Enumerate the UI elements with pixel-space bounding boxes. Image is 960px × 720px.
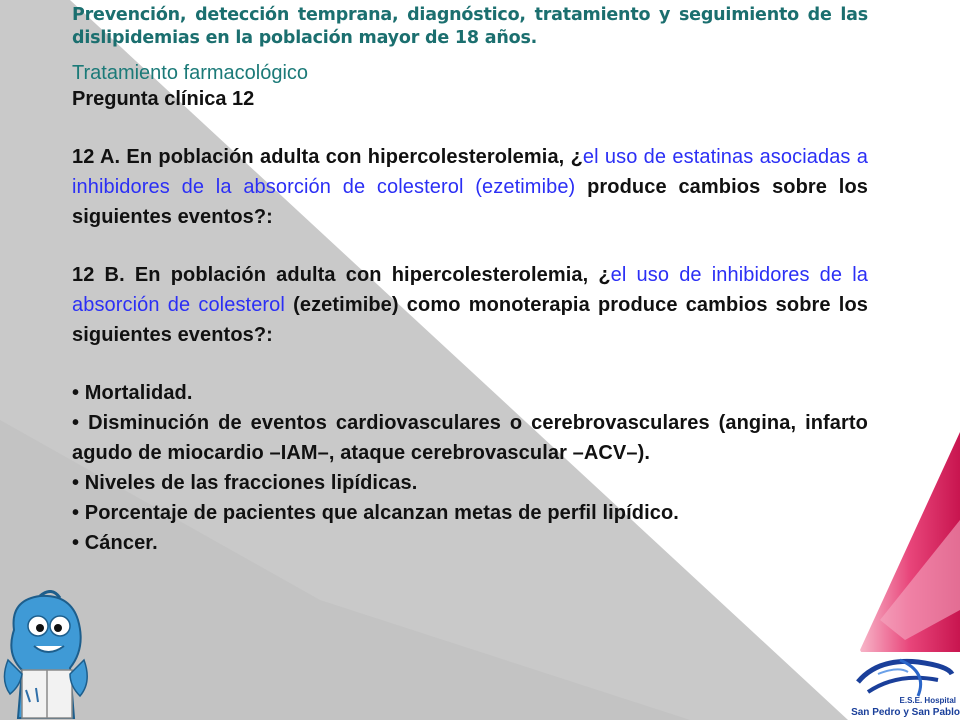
logo-line2: San Pedro y San Pablo (851, 707, 960, 718)
question-12a-end: produce cambios sobre los siguientes eventos?: (72, 176, 868, 228)
event-item: • Niveles de las fracciones lipídicas. (72, 472, 418, 494)
question-title: Pregunta clínica 12 (72, 88, 255, 110)
question-12b (72, 260, 868, 350)
events-list (72, 378, 868, 558)
hospital-logo (848, 652, 960, 720)
logo-emblem-icon (848, 652, 960, 700)
question-12b-highlight: el uso de inhibidores de la absorción de colesterol (72, 264, 868, 316)
section-title: Tratamiento farmacológico (72, 62, 309, 84)
question-12b-end: (ezetimibe) como monoterapia produce cambios sobre los siguientes eventos?: (72, 294, 868, 346)
logo-line1: E.S.E. Hospital (899, 696, 956, 705)
question-12a (72, 142, 868, 232)
event-item: • Porcentaje de pacientes que alcanzan metas de perfil lipídico. (72, 502, 679, 524)
question-12a-intro: 12 A. En población adulta con hipercolesterolemia, ¿ (72, 146, 583, 168)
event-item: • Cáncer. (72, 532, 158, 554)
question-12a-highlight: el uso de estatinas asociadas a inhibidores de la absorción de colesterol (ezetimibe) (72, 146, 868, 198)
event-item: • Mortalidad. (72, 382, 193, 404)
event-item: • Disminución de eventos cardiovasculares o cerebrovasculares (angina, infarto agudo de miocardio –IAM–, ataque cerebrovascular –ACV–). (72, 412, 868, 464)
slide-content (72, 0, 868, 558)
question-12b-intro: 12 B. En población adulta con hipercolesterolemia, ¿ (72, 264, 611, 286)
guideline-header: Prevención, detección temprana, diagnóstico, tratamiento y seguimiento de las dislipidemias en la población mayor de 18 años. (72, 5, 868, 48)
fish-mascot-icon (0, 590, 92, 720)
